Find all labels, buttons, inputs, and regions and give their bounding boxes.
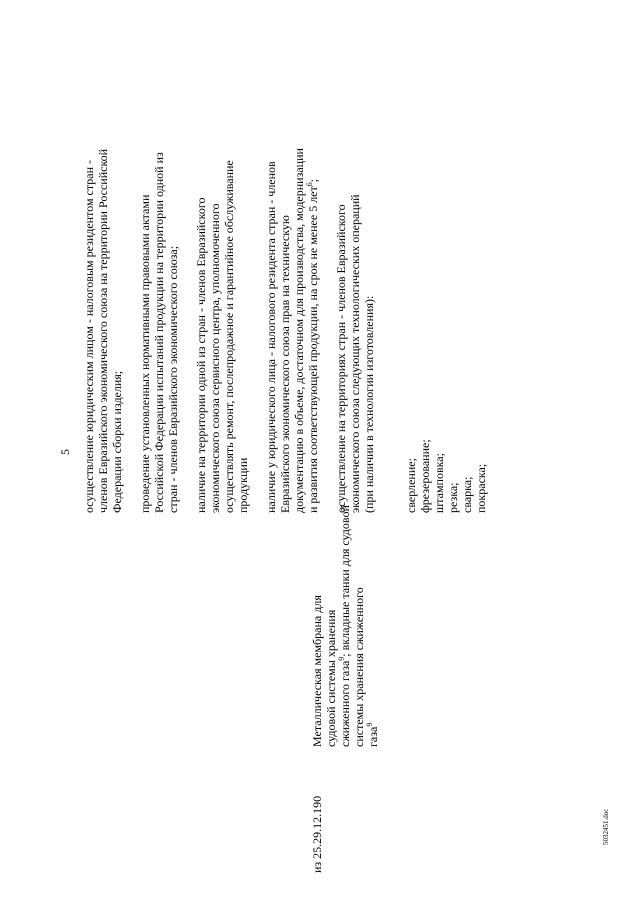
paragraph-gap — [390, 48, 404, 513]
product-name-line — [337, 505, 352, 747]
paragraph-gap — [320, 48, 334, 513]
condition-line: экономического союза следующих технологических операций — [348, 194, 362, 513]
condition-line: (при наличии в технологии изготовления): — [362, 295, 376, 513]
product-name-text: ; вкладные танки для судовой — [338, 505, 352, 657]
condition-line: продукции — [236, 457, 250, 513]
condition-line: проведение установленных нормативными правовыми актами — [138, 194, 152, 513]
condition-paragraph — [82, 48, 124, 513]
footnote-ref: 9 — [337, 656, 346, 661]
product-name-line — [366, 577, 380, 747]
operation-item: резка; — [446, 482, 460, 513]
paragraph-gap — [376, 48, 390, 513]
product-name-text: сжиженного газа — [338, 660, 352, 747]
operation-item: сверление; — [404, 458, 418, 513]
operation-item: сварка; — [460, 476, 474, 513]
condition-line: стран - членов Евразийского экономического союза; — [166, 245, 180, 513]
operation-item: покраска; — [474, 463, 488, 513]
product-code-cell — [310, 773, 324, 873]
footnote-ref: 9 — [365, 722, 374, 727]
condition-paragraph — [194, 48, 250, 513]
condition-line: членов Евразийского экономического союза на территории Российской — [96, 148, 110, 513]
condition-paragraph — [334, 48, 376, 513]
condition-line: Евразийского экономического союза прав на техническую — [278, 215, 292, 513]
conditions-cell — [82, 48, 488, 513]
condition-line: осуществление на территориях стран - членов Евразийского — [334, 204, 348, 513]
product-name-cell — [310, 505, 380, 747]
condition-line: документацию в объеме, достаточном для производства, модернизации — [292, 148, 306, 513]
product-name-line: Металлическая мембрана для — [310, 595, 324, 747]
paragraph-gap — [180, 48, 194, 513]
document-file-code: 5032451.doc — [602, 808, 610, 845]
condition-line: осуществление юридическим лицом - налоговым резидентом стран - — [82, 159, 96, 513]
footnote-ref: 6 — [305, 182, 314, 187]
condition-line: Российской Федерации испытаний продукции на территории одной из — [152, 152, 166, 513]
operation-item: фрезерование; — [418, 439, 432, 513]
condition-line: наличие у юридического лица - налогового резидента стран - членов — [264, 161, 278, 513]
condition-line: осуществлять ремонт, послепродажное и гарантийное обслуживание — [222, 160, 236, 513]
product-code: из 25.29.12.190 — [310, 795, 324, 873]
condition-line: наличие на территории одной из стран - членов Евразийского — [194, 197, 208, 513]
product-name-line: судовой системы хранения — [324, 609, 338, 747]
condition-text: ; — [306, 178, 320, 183]
page-number: 5 — [58, 449, 72, 455]
condition-line: экономического союза сервисного центра, уполномоченного — [208, 203, 222, 513]
condition-line — [306, 48, 320, 513]
operation-item: штамповка; — [432, 453, 446, 513]
condition-text: и развития соответствующей продукции, на срок не менее 5 лет — [306, 186, 320, 513]
condition-paragraph — [138, 48, 180, 513]
condition-paragraph — [264, 48, 320, 513]
product-name-text: газа — [366, 726, 380, 747]
operations-list — [404, 48, 488, 513]
product-name-line: системы хранения сжиженного — [352, 587, 366, 747]
condition-line: Федерации сборки изделия; — [110, 370, 124, 513]
paragraph-gap — [250, 48, 264, 513]
paragraph-gap — [124, 48, 138, 513]
